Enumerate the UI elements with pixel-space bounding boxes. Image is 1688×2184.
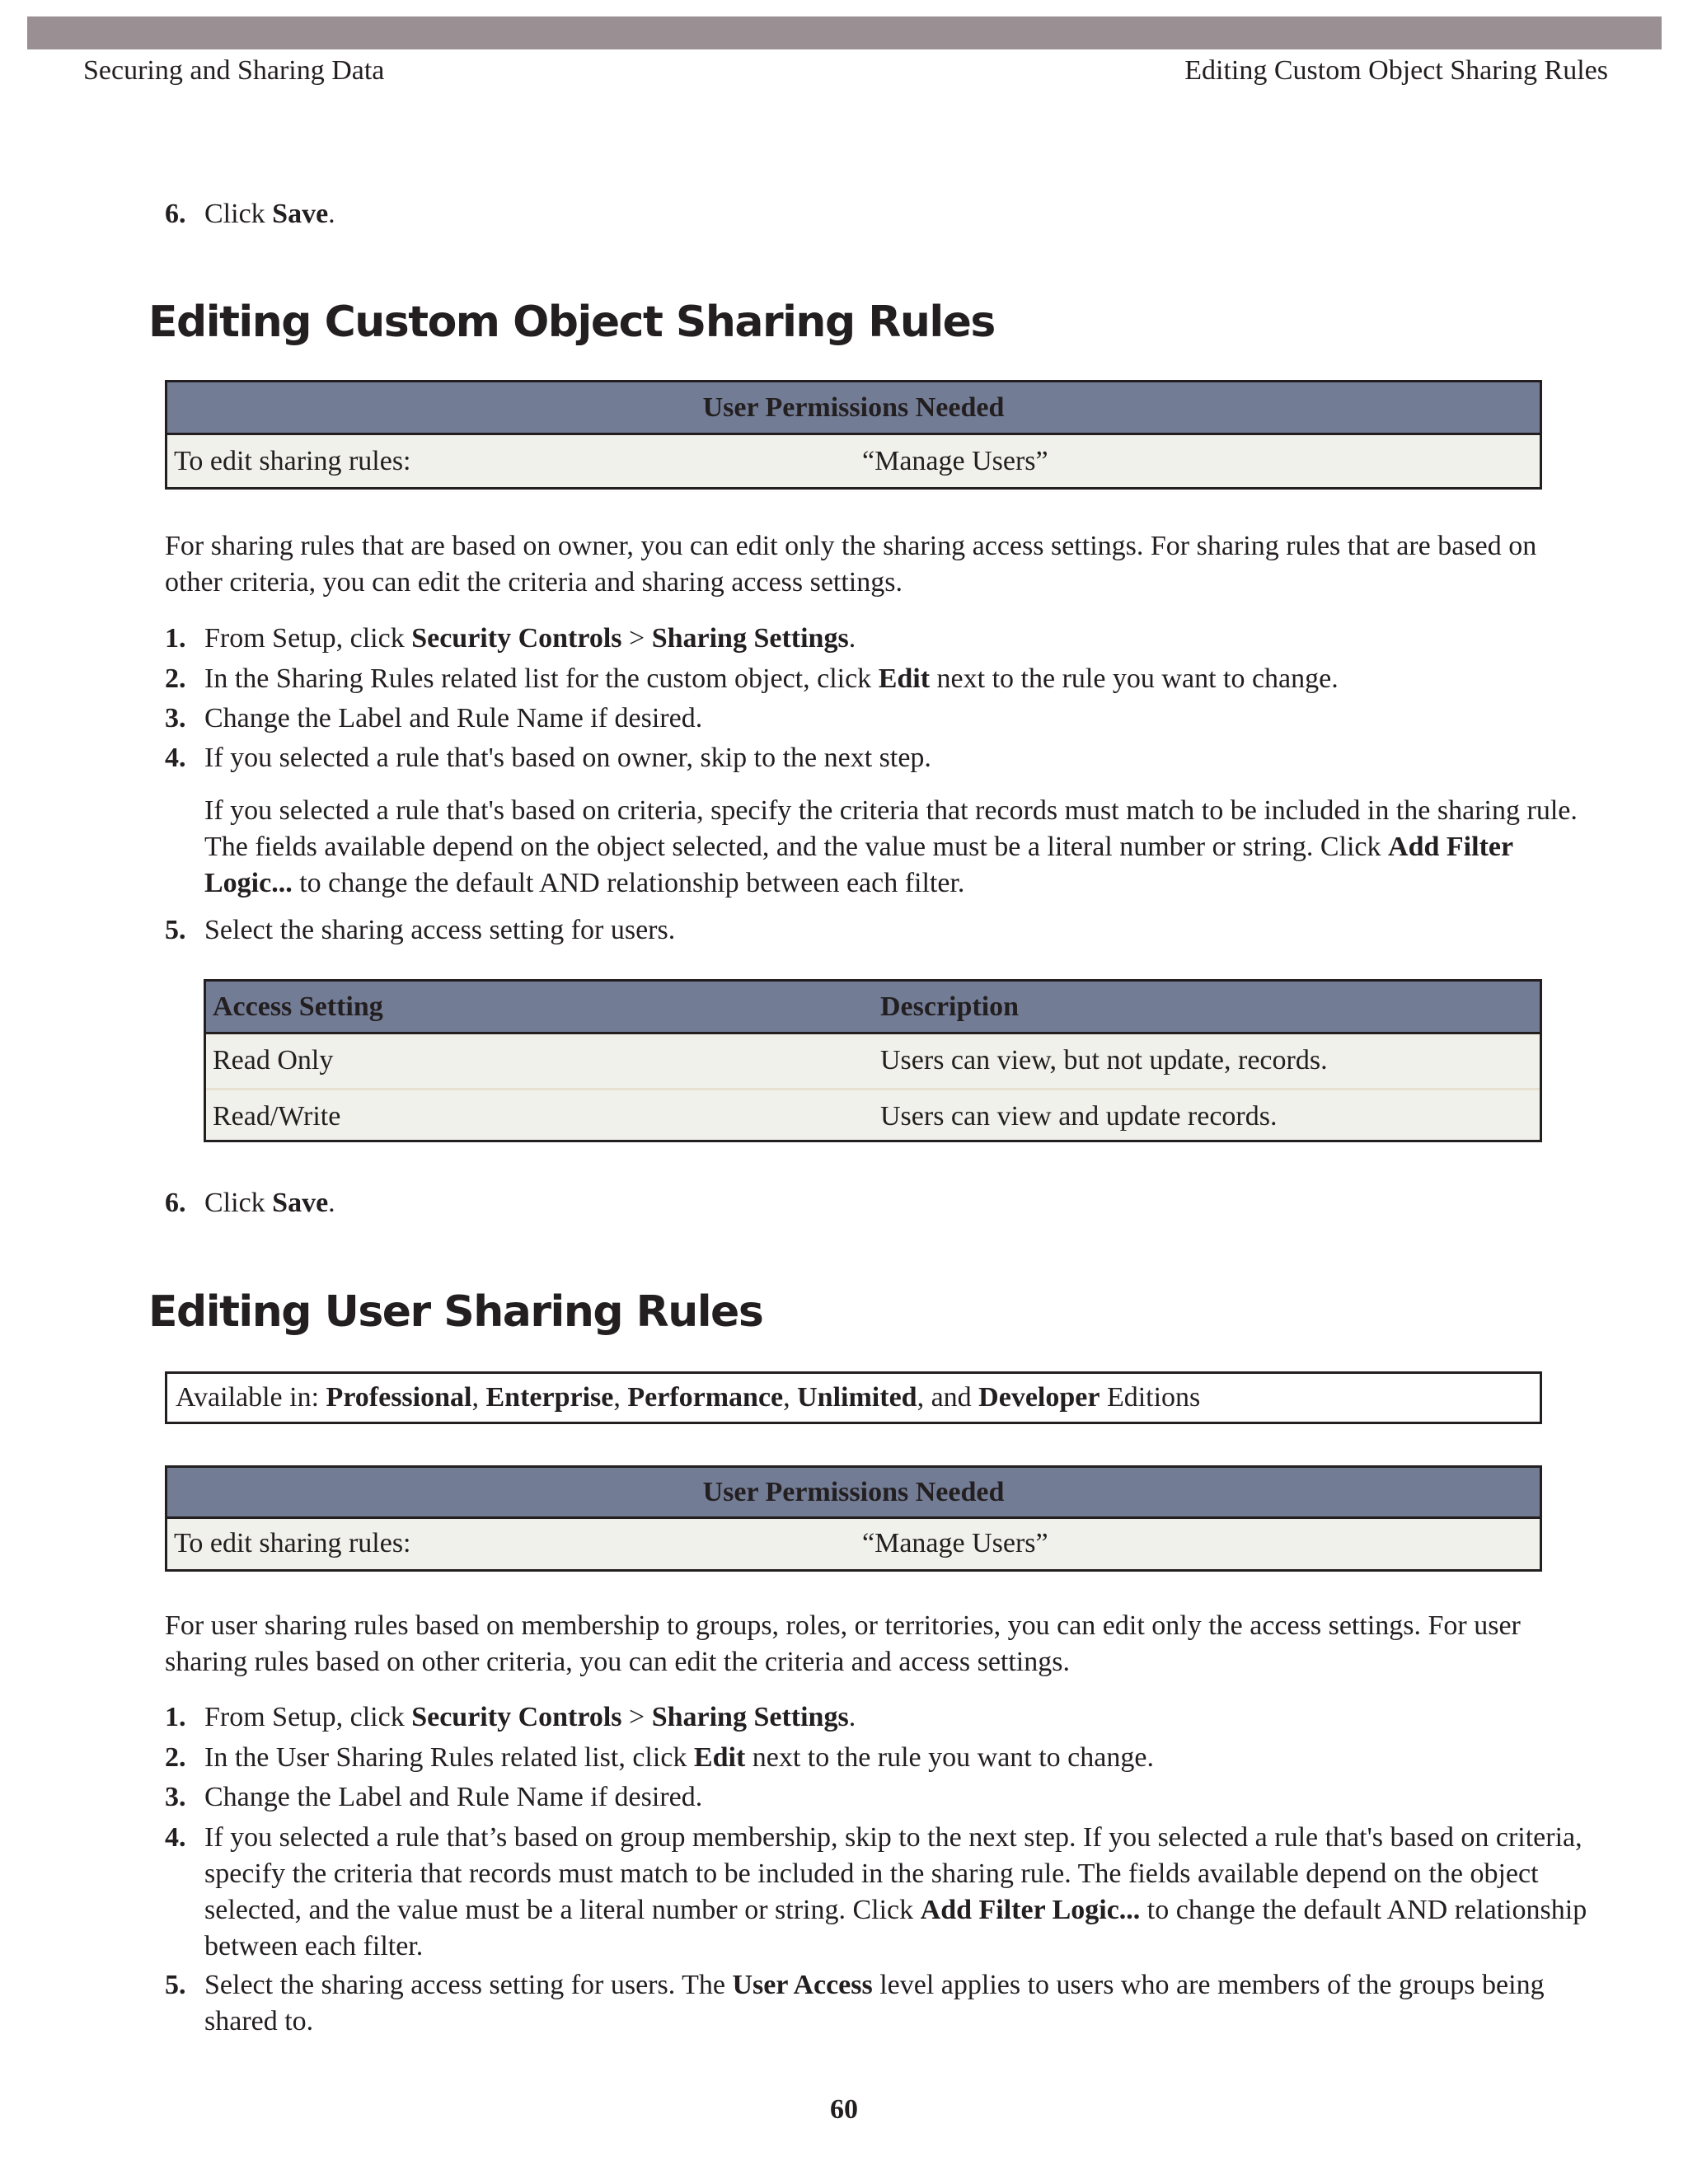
permission-label: To edit sharing rules: (174, 446, 411, 476)
step-number: 6. (165, 199, 186, 229)
page-number: 60 (830, 2094, 858, 2125)
step-number: 5. (165, 915, 186, 945)
step-number: 2. (165, 663, 186, 694)
availability-box: Available in: Professional, Enterprise, Performance, Unlimited, and Developer Editions (165, 1371, 1542, 1424)
table-row (206, 1034, 1540, 1088)
step-text: Change the Label and Rule Name if desired. (204, 703, 703, 733)
permission-label: To edit sharing rules: (174, 1528, 411, 1558)
step-text: If you selected a rule that's based on owner, skip to the next step. (204, 743, 931, 773)
header-bar (27, 16, 1662, 49)
step-number: 3. (165, 1782, 186, 1812)
step-text: Click Save. (204, 1188, 335, 1218)
step-number: 2. (165, 1742, 186, 1773)
step-text: In the Sharing Rules related list for the custom object, click Edit next to the rule you want to change. (204, 663, 1339, 694)
table-row (206, 1088, 1540, 1141)
permissions-table (165, 1465, 1542, 1572)
criteria-paragraph: If you selected a rule that's based on criteria, specify the criteria that records must match to be included in the sharing rule. The fields available depend on the object selected, and the value must be a literal number or string. Click Add Filter Logic... to change the default AND relationship between each filter. (204, 795, 1578, 898)
step-number: 4. (165, 743, 186, 773)
intro-paragraph: For user sharing rules based on membership to groups, roles, or territories, you can edit only the access settings. For user sharing rules based on other criteria, you can edit the criteria and access settings. (165, 1610, 1521, 1677)
step-number: 4. (165, 1822, 186, 1853)
step-text: If you selected a rule that’s based on group membership, skip to the next step. If you selected a rule that's based on criteria, specify the criteria that records must match to be included in the sharing rule. The fields available depend on the object selected, and the value must be a literal number or string. Click Add Filter Logic... to change the default AND relationship between each filter. (204, 1822, 1587, 1961)
step-text: Select the sharing access setting for users. The User Access level applies to users who are members of the groups being shared to. (204, 1970, 1545, 2036)
step-number: 1. (165, 623, 186, 654)
table-row (167, 435, 1540, 489)
running-header-right: Editing Custom Object Sharing Rules (1184, 55, 1608, 86)
permissions-table-header (167, 382, 1540, 435)
table-row (167, 1519, 1540, 1570)
step-text: Select the sharing access setting for users. (204, 915, 676, 945)
access-setting-cell: Read/Write (213, 1101, 341, 1132)
column-header-description: Description (880, 991, 1020, 1022)
description-cell: Users can view, but not update, records. (880, 1045, 1328, 1076)
permissions-table (165, 380, 1542, 490)
column-header-access-setting: Access Setting (213, 991, 383, 1022)
step-number: 5. (165, 1970, 186, 2000)
description-cell: Users can view and update records. (880, 1101, 1278, 1132)
permission-value: “Manage Users” (862, 446, 1048, 476)
running-header-left: Securing and Sharing Data (83, 55, 385, 86)
step-text: Click Save. (204, 199, 335, 229)
permission-value: “Manage Users” (862, 1528, 1048, 1558)
permissions-table-header (167, 1468, 1540, 1519)
step-text: From Setup, click Security Controls > Sharing Settings. (204, 623, 856, 654)
step-number: 1. (165, 1702, 186, 1732)
section-heading-user-sharing: Editing User Sharing Rules (148, 1287, 763, 1337)
step-text: In the User Sharing Rules related list, click Edit next to the rule you want to change. (204, 1742, 1154, 1773)
step-text: Change the Label and Rule Name if desired. (204, 1782, 703, 1812)
access-table-header (206, 982, 1540, 1034)
permissions-header-text: User Permissions Needed (702, 1477, 1005, 1507)
step-text: From Setup, click Security Controls > Sharing Settings. (204, 1702, 856, 1732)
section-heading-custom-object: Editing Custom Object Sharing Rules (148, 298, 995, 347)
access-setting-cell: Read Only (213, 1045, 334, 1076)
intro-paragraph: For sharing rules that are based on owner, you can edit only the sharing access settings. For sharing rules that are based on other criteria, you can edit the criteria and sharing access settings. (165, 531, 1537, 598)
permissions-header-text: User Permissions Needed (702, 392, 1005, 423)
access-setting-table (204, 979, 1542, 1142)
step-number: 6. (165, 1188, 186, 1218)
step-number: 3. (165, 703, 186, 733)
